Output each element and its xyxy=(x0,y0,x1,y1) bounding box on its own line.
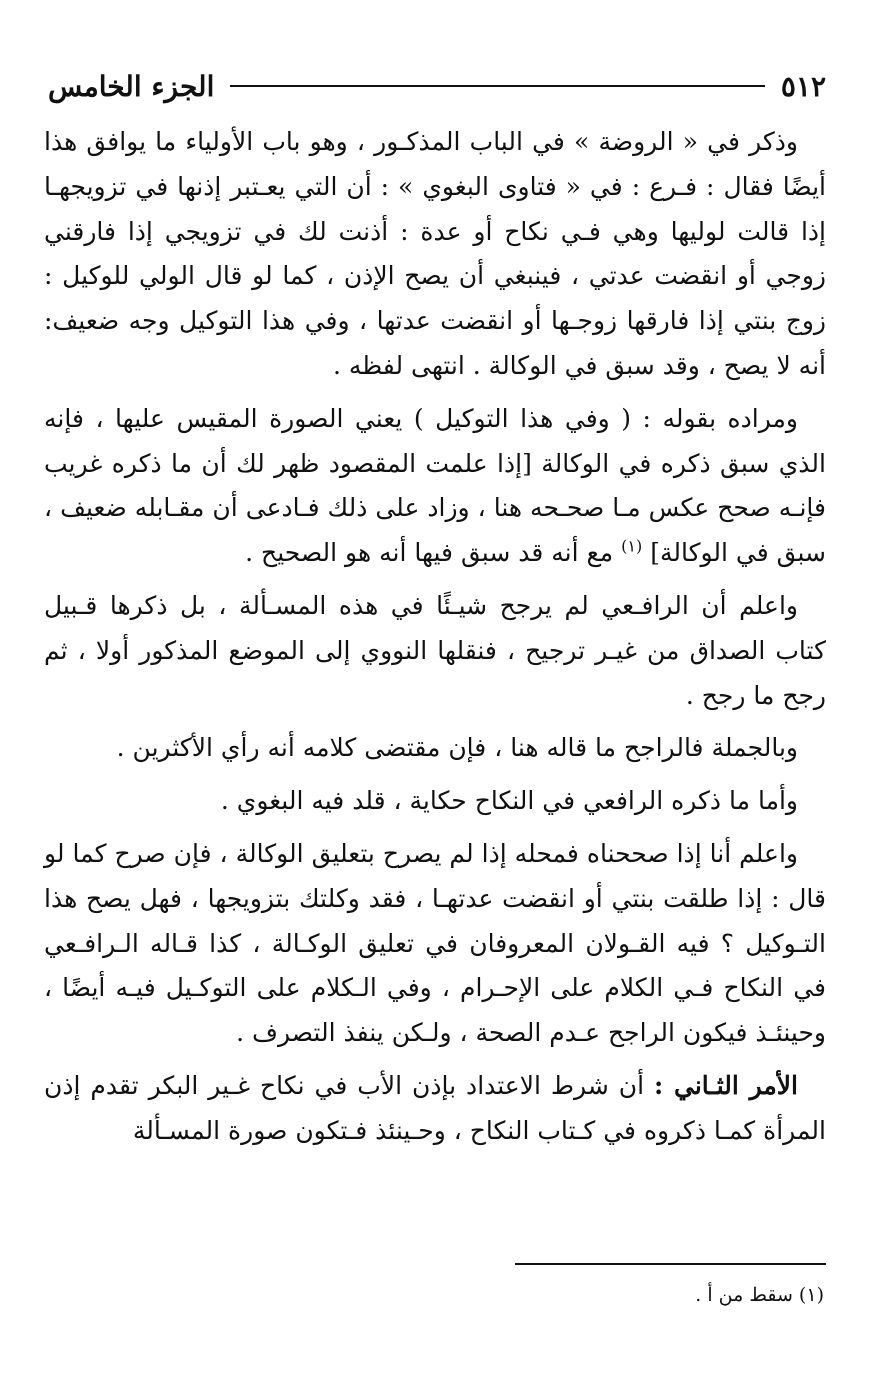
paragraph-1 xyxy=(44,120,826,389)
paragraph-text: ومراده بقوله : ( وفي هذا التوكيل ) يعني الصورة المقيس عليها ، فإنه الذي سبق ذكره في الوكالة [إذا علمت المقصود ظهر لك أن ما ذكره غريب فإنـه صحح عكس مـا صحـحه هنا ، وزاد على ذلك فـادعى أن مقـابله ضعيف ، سبق في الوكالة] xyxy=(44,403,826,568)
paragraph-2 xyxy=(44,397,826,576)
paragraph-7 xyxy=(44,1064,826,1154)
paragraph-text: وبالجملة فالراجح ما قاله هنا ، فإن مقتضى كلامه أنه رأي الأكثرين . xyxy=(116,733,798,763)
page-number: ٥١٢ xyxy=(780,69,826,103)
page-header xyxy=(48,66,826,106)
footnote-separator xyxy=(515,1263,826,1265)
paragraph-text: واعلم أن الرافـعي لم يرجح شيـئًا في هذه المسـألة ، بل ذكرها قـبيل كتاب الصداق من غيـر ترجيح ، فنقلها النووي إلى الموضع المذكور أولا ، ثم رجح ما رجح . xyxy=(44,590,826,710)
paragraph-text: واعلم أنا إذا صححناه فمحله إذا لم يصرح بتعليق الوكالة ، فإن صرح كما لو قال : إذا طلقت بنتي أو انقضت عدتهـا ، فقد وكلتك بتزويجها ، فهل يصح هذا التـوكيل ؟ فيه القـولان المعروفان في تعليق الوكـالة ، كذا قـاله الـرافـعي في النكاح فـي الكلام على الإحـرام ، وفي الـكلام على التوكـيل فيـه أيضًا ، وحينئـذ فيكون الراجح عـدم الصحة ، ولـكن ينفذ التصرف . xyxy=(44,838,826,1048)
paragraph-text-continued: مع أنه قد سبق فيها أنه هو الصحيح . xyxy=(245,538,614,568)
paragraph-text: وذكر في « الروضة » في الباب المذكـور ، وهو باب الأولياء ما يوافق هذا أيضًا فقال : فـرع : في « فتاوى البغوي » : أن التي يعـتبر إذنها في تزويجهـا إذا قالت لوليها وهي فـي نكاح أو عدة : أذنت لك في تزويجي إذا فارقني زوجي أو انقضت عدتي ، فينبغي أن يصح الإذن ، كما لو قال الولي للوكيل : زوج بنتي إذا فارقها زوجـها أو انقضت عدتها ، وفي هذا التوكيل وجه ضعيف: أنه لا يصح ، وقد سبق في الوكالة . انتهى لفظه . xyxy=(44,127,826,380)
paragraph-6 xyxy=(44,832,826,1056)
paragraph-4 xyxy=(44,726,826,771)
running-title: الجزء الخامس xyxy=(48,69,215,103)
paragraph-5 xyxy=(44,779,826,824)
main-text xyxy=(44,120,826,1154)
footnote-reference: (١) xyxy=(621,536,643,556)
footnote: (١) سقط من أ . xyxy=(695,1284,824,1306)
section-heading: الأمر الثـاني : xyxy=(654,1070,798,1100)
paragraph-text: أن شرط الاعتداد بإذن الأب في نكاح غـير البكر تقدم إذن المرأة كمـا ذكروه في كـتاب النكاح ، وحـينئذ فـتكون صورة المسـألة xyxy=(44,1070,826,1145)
header-rule xyxy=(230,85,765,87)
paragraph-text: وأما ما ذكره الرافعي في النكاح حكاية ، قلد فيه البغوي . xyxy=(220,786,798,816)
paragraph-3 xyxy=(44,584,826,718)
